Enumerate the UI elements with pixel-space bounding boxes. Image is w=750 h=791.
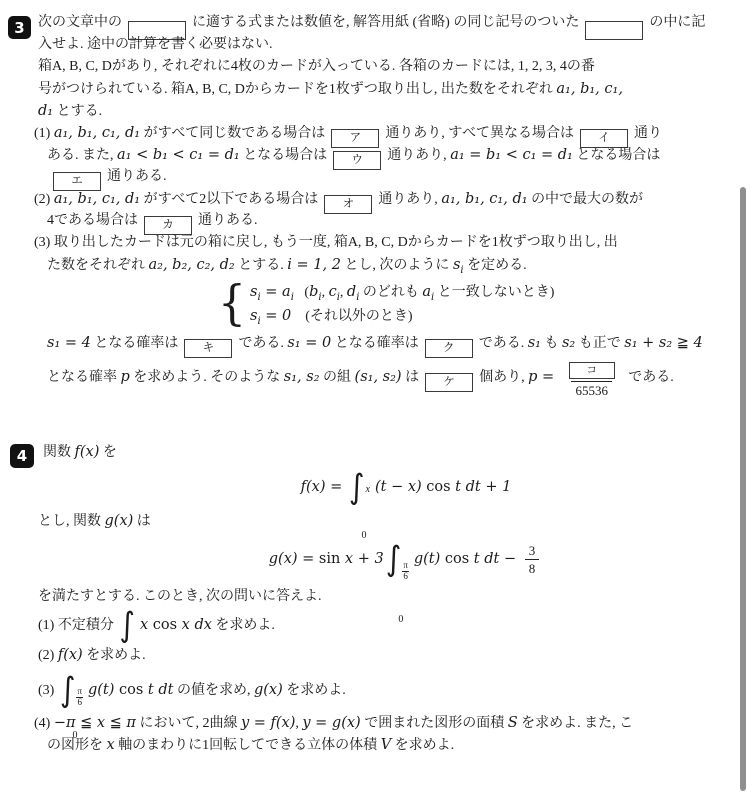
case-rows [250, 280, 554, 328]
p4-question-2 [38, 642, 750, 668]
integral-glyph: ∫ [59, 671, 76, 711]
p3-prob-line-1 [47, 332, 750, 354]
p3-setup-line-3 [38, 100, 750, 122]
text-run: がすべて同じ数である場合は [140, 126, 326, 141]
answer-box-label: エ [71, 175, 83, 187]
math-subscript: i [336, 291, 340, 303]
text-run: を求めよ. [82, 648, 146, 663]
math-run: a₂, b₂, c₂, d₂ [148, 257, 235, 273]
fraction-denominator: 6 [403, 570, 408, 581]
text-run: とする. [234, 258, 288, 273]
answer-box-ケ [425, 373, 473, 392]
math-run: x dx [177, 617, 212, 633]
math-run: $c_i$ [328, 284, 340, 303]
text-run: を [99, 445, 117, 460]
answer-box-label: オ [342, 198, 355, 210]
text-run: , [339, 285, 347, 300]
text-run: 箱A, B, C, Dがあり, それぞれに4枚のカードが入っている. 各箱のカードには, 1, 2, 3, 4の番 [38, 59, 595, 74]
text-run: ある. また, [47, 148, 117, 163]
text-run: も正で [575, 336, 625, 351]
answer-box-ウ [333, 151, 381, 170]
integral-sign [348, 468, 370, 541]
text-run: を求めよ. [282, 683, 346, 698]
integral-sign [119, 606, 135, 646]
text-run: となる場合は [572, 148, 661, 163]
math-run: $s_i$ [250, 284, 261, 303]
text-run: 次の文章中の [38, 15, 122, 30]
problem-4 [0, 440, 750, 756]
math-run: d₁ [38, 103, 54, 119]
math-run: a₁, b₁, c₁, d₁ [441, 191, 528, 207]
text-run: とし, 次のように [340, 258, 453, 273]
text-run: に適する式または数値を, 解答用紙 (省略) の同じ記号のついた [192, 15, 580, 30]
fraction-numerator [563, 357, 621, 382]
text-run: 号がつけられている. 箱A, B, C, Dからカードを1枚ずつ取り出し, 出た数をそれぞれ [38, 82, 557, 97]
math-run: $a_i$ [422, 284, 435, 303]
fraction-denominator: 8 [525, 559, 540, 577]
problem-3-badge: 3 [8, 16, 31, 39]
math-subscript: i [460, 264, 464, 276]
math-run: $d_i$ [346, 284, 360, 303]
math-run: $s_i$ [250, 308, 261, 327]
text-run: (2) [34, 192, 54, 207]
integral-glyph: ∫ [348, 468, 365, 508]
p4-condition-line [38, 586, 750, 608]
text-run: である. [624, 370, 674, 385]
integral-lower-limit: 0 [72, 729, 78, 741]
text-run: の図形を [47, 738, 107, 753]
answer-box-label: ケ [443, 376, 455, 388]
math-run: g(t) [87, 682, 120, 698]
text-run: を求めよ. [391, 738, 455, 753]
p3-prob-line-2 [47, 354, 750, 400]
math-run: a₁, b₁, c₁, d₁ [53, 191, 141, 207]
text-run: も [540, 336, 562, 351]
math-run: = [260, 284, 283, 300]
integral-upper-limit [76, 670, 83, 714]
math-run: t dt [143, 682, 174, 698]
integral-lower-limit: 0 [361, 529, 367, 541]
text-run: 通りあり, [387, 148, 451, 163]
text-run: 軸のまわりに1回転してできる立体の体積 [114, 738, 381, 753]
math-run: f(x) = [300, 479, 347, 495]
math-run: V [380, 737, 392, 753]
p4-connector-line [38, 510, 750, 532]
text-run: (4) [34, 716, 54, 731]
scrollbar-thumb[interactable] [740, 187, 746, 791]
text-run: となる確率は [331, 336, 419, 351]
math-run: −π ≦ x ≦ π [53, 715, 136, 731]
math-run: g(x) [253, 682, 283, 698]
math-function-name: sin [318, 551, 341, 567]
problem-4-badge: 4 [10, 444, 34, 468]
math-run: p = [528, 369, 559, 385]
text-run: を定める. [463, 258, 527, 273]
text-run: , [295, 716, 303, 731]
text-run: を求めよ. また, こ [517, 716, 634, 731]
text-run: を求めよう. そのような [129, 370, 284, 385]
p3-intro-line-1 [38, 12, 750, 34]
math-run: $a_i$ [282, 284, 294, 303]
text-run: , [321, 285, 329, 300]
text-run: 個あり, [479, 370, 529, 385]
math-run: a₁ = b₁ < c₁ = d₁ [450, 147, 573, 163]
math-run: x + 3 [340, 551, 384, 567]
integral-limits [398, 542, 409, 625]
math-run: g(t) [413, 551, 445, 567]
p3-item1-line-1 [34, 122, 750, 144]
math-subscript: i [257, 291, 261, 303]
text-run: 通り [634, 126, 663, 141]
text-run: (1) 不定積分 [38, 618, 118, 633]
math-run: a₁ < b₁ < c₁ = d₁ [117, 147, 240, 163]
math-subscript: i [290, 291, 294, 303]
math-run: i = 1, 2 [287, 257, 341, 273]
upper-limit-fraction [76, 687, 83, 708]
text-run: (それ以外のとき) [291, 309, 413, 324]
text-run: となる確率は [90, 336, 179, 351]
math-run: S [507, 715, 518, 731]
text-run: である. [238, 336, 288, 351]
text-run: とし, 関数 [38, 514, 105, 529]
math-function-name: cos [119, 682, 144, 698]
p3-item3-line-1 [34, 232, 750, 254]
integral-limits [361, 470, 370, 541]
fraction [525, 543, 540, 577]
math-subscript: i [431, 291, 435, 303]
math-run: a₁, b₁, c₁, d₁ [53, 125, 141, 141]
p3-item3-line-2 [47, 254, 750, 276]
text-run: がすべて2以下である場合は [140, 192, 319, 207]
answer-box-label: カ [162, 219, 174, 231]
math-run: x [139, 617, 153, 633]
math-run: $b_i$ [309, 284, 322, 303]
math-run: = 0 [260, 308, 292, 324]
text-run: の組 [319, 370, 355, 385]
math-subscript: i [356, 291, 360, 303]
math-run: p [120, 369, 130, 385]
integral-sign [385, 540, 409, 625]
text-run: で囲まれた図形の面積 [360, 716, 508, 731]
text-run: を求めよ. [211, 618, 275, 633]
math-run: t dt + 1 [450, 479, 512, 495]
math-run: y = g(x) [302, 715, 361, 731]
text-run: の中で最大の数が [527, 192, 644, 207]
math-subscript: i [318, 291, 322, 303]
p4-question-1 [38, 606, 750, 646]
fraction-numerator: π [77, 685, 82, 696]
text-run: と一致しないとき) [434, 285, 555, 300]
text-run: の値を求め, [173, 683, 254, 698]
text-run: である. [478, 336, 528, 351]
math-run: a₁, b₁, c₁, [556, 81, 623, 97]
text-run: とする. [53, 104, 103, 119]
text-run: 通りある. [107, 169, 167, 184]
p3-item2-line-1 [34, 188, 750, 210]
text-run: 通りあり, すべて異なる場合は [385, 126, 575, 141]
answer-box-label: ク [442, 342, 455, 354]
p4-header-line [43, 440, 750, 464]
text-run: は [401, 370, 420, 385]
answer-box-オ [324, 195, 372, 214]
text-run: となる場合は [239, 148, 328, 163]
answer-box-label: ア [349, 132, 362, 144]
text-run: (2) [38, 648, 58, 663]
math-run: g(x) [104, 513, 134, 529]
text-run: 通りあり, [378, 192, 442, 207]
math-function-name: cos [444, 551, 470, 567]
text-run: ( [293, 285, 310, 300]
math-run: f(x) [74, 444, 100, 460]
case-row-1 [250, 280, 554, 304]
math-run: s₁ [527, 335, 541, 351]
answer-box-label: コ [586, 364, 597, 376]
integral-glyph: ∫ [119, 606, 135, 646]
p3-item1-line-3 [47, 166, 750, 188]
problem-3 [0, 12, 750, 400]
text-run: を満たすとする. このとき, 次の問いに答えよ. [38, 589, 322, 604]
math-run: (t − x) [374, 479, 427, 495]
fraction-denominator: 6 [77, 696, 82, 707]
text-run: 4である場合は [47, 213, 138, 228]
integral-glyph: ∫ [385, 540, 402, 580]
math-run: s₁ = 4 [47, 335, 91, 351]
text-run: において, 2曲線 [135, 716, 241, 731]
math-run: s₁, s₂ [283, 369, 320, 385]
math-subscript: i [257, 315, 261, 327]
p4-question-4-line-1 [34, 712, 750, 734]
answer-box-blank [585, 21, 643, 40]
p4-question-4-line-2 [47, 734, 750, 756]
integral-upper-limit [402, 539, 409, 593]
text-run: のどれも [359, 285, 423, 300]
math-run: s₁ = 0 [287, 335, 332, 351]
math-function-name: cos [426, 479, 451, 495]
problem-3-content [34, 12, 750, 400]
p3-item1-line-2 [47, 144, 750, 166]
text-run: (3) 取り出したカードは元の箱に戻し, もう一度, 箱A, B, C, Dからカードを1枚ずつ取り出し, 出 [34, 235, 618, 250]
text-run: 入せよ. 途中の計算を書く必要はない. [38, 37, 273, 52]
integral-sign [59, 671, 83, 741]
p3-item2-line-2 [47, 210, 750, 232]
math-function-name: cos [152, 617, 178, 633]
fraction [563, 357, 621, 399]
answer-box-label: ウ [351, 154, 363, 166]
text-run: 関数 [43, 445, 75, 460]
case-definition-system [218, 275, 750, 331]
fraction-numerator: 3 [528, 542, 536, 558]
math-run: g(x) = [268, 551, 319, 567]
math-run: s₁ + s₂ ≧ 4 [624, 335, 703, 351]
fraction-numerator: π [403, 559, 408, 570]
text-run: となる確率 [47, 370, 121, 385]
text-run: (3) [38, 683, 58, 698]
p3-setup-line-2 [38, 78, 750, 100]
math-run: s₂ [561, 335, 576, 351]
integral-lower-limit: 0 [398, 613, 404, 625]
problem-4-content [34, 440, 750, 756]
fraction-denominator: 65536 [571, 381, 612, 399]
math-run: x [106, 737, 115, 753]
text-run: は [133, 514, 151, 529]
math-run: y = f(x) [240, 715, 296, 731]
case-row-2 [250, 304, 554, 328]
p3-setup-line-1 [38, 56, 750, 78]
integral-upper-limit: x [365, 483, 370, 495]
text-run: た数をそれぞれ [47, 258, 149, 273]
text-run: 通りある. [198, 213, 258, 228]
answer-box-コ [569, 362, 615, 379]
math-run: f(x) [57, 647, 83, 663]
left-brace: { [218, 275, 246, 331]
math-run: t dt − [469, 551, 521, 567]
answer-box-label: キ [202, 342, 215, 354]
math-run: (s₁, s₂) [354, 369, 402, 385]
text-run: の中に記 [649, 15, 706, 30]
upper-limit-fraction [402, 561, 409, 582]
math-run: $s_i$ [452, 257, 464, 276]
integral-limits [72, 673, 83, 741]
text-run: (1) [34, 126, 54, 141]
answer-box-label: イ [598, 132, 610, 144]
